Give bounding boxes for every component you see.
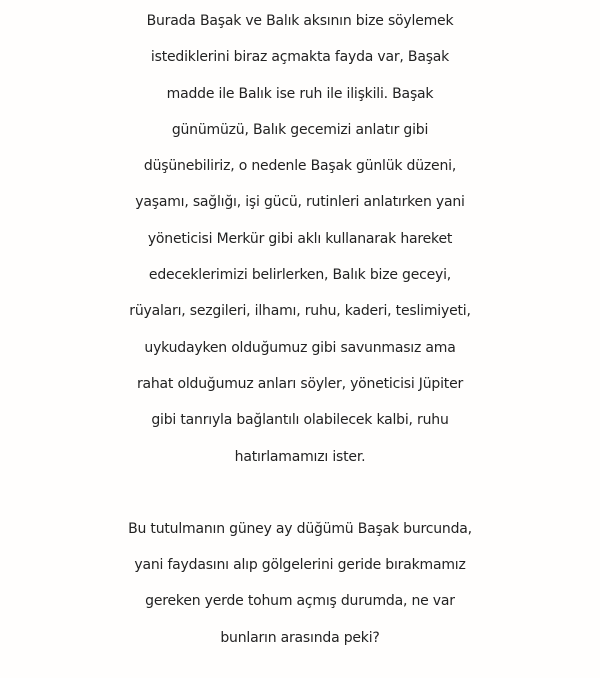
text-line: istediklerini biraz açmakta fayda var, Başak — [150, 49, 450, 66]
text-line: hatırlamamızı ister. — [234, 448, 366, 465]
text-line: rahat olduğumuz anları söyler, yöneticisi Jüpiter — [136, 375, 464, 392]
paragraph-2 — [0, 511, 600, 656]
text-line: yani faydasını alıp gölgelerini geride bırakmamız — [134, 557, 466, 574]
paragraph-spacer — [0, 475, 600, 511]
paragraph-1 — [0, 3, 600, 475]
text-line: günümüzü, Balık gecemizi anlatır gibi — [171, 121, 429, 138]
text-line: edeceklerimizi belirlerken, Balık bize geceyi, — [148, 267, 452, 284]
text-line: uykudayken olduğumuz gibi savunmasız ama — [144, 339, 456, 356]
text-line: gereken yerde tohum açmış durumda, ne var — [145, 593, 455, 610]
text-line: Bu tutulmanın güney ay düğümü Başak burcunda, — [128, 520, 472, 537]
text-line: yaşamı, sağlığı, işi gücü, rutinleri anlatırken yani — [135, 194, 465, 211]
text-line: madde ile Balık ise ruh ile ilişkili. Başak — [166, 85, 434, 102]
text-line: düşünebiliriz, o nedenle Başak günlük düzeni, — [143, 158, 457, 175]
text-line: bunların arasında peki? — [220, 629, 380, 646]
text-line: yöneticisi Merkür gibi aklı kullanarak hareket — [147, 230, 453, 247]
text-line: rüyaları, sezgileri, ilhamı, ruhu, kaderi, teslimiyeti, — [129, 303, 471, 320]
text-line: gibi tanrıyla bağlantılı olabilecek kalbi, ruhu — [151, 412, 449, 429]
text-line: Burada Başak ve Balık aksının bize söylemek — [146, 13, 454, 29]
